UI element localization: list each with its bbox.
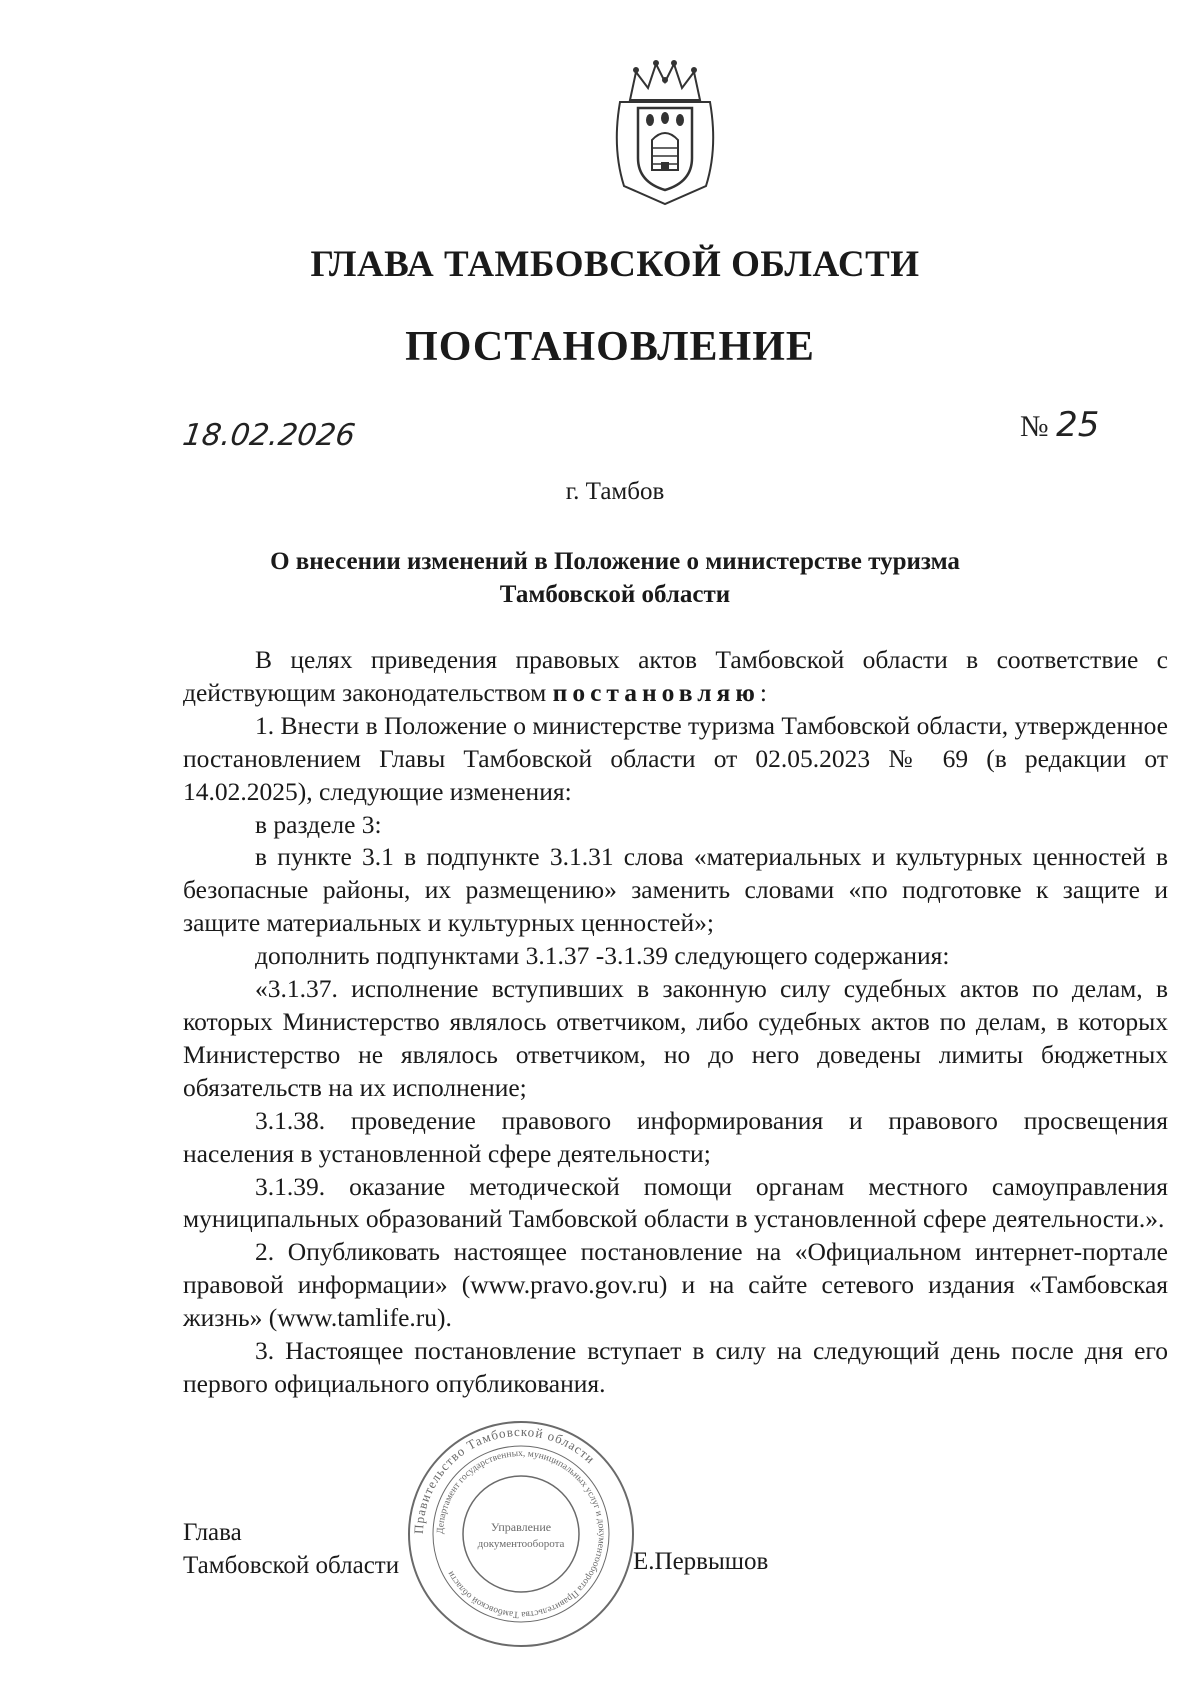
number-sign: № [1020, 410, 1049, 443]
signatory-title-line-2: Тамбовской области [183, 1552, 400, 1579]
document-date: 18.02.2026 [180, 418, 358, 453]
official-stamp [405, 1418, 637, 1650]
subitem-3-1-39: 3.1.39. оказание методической помощи органам местного самоуправления муниципальных образований Тамбовской области в установленной сфере деятельности.». [183, 1171, 1168, 1234]
stamp-center-line-2: документооборота [477, 1538, 565, 1550]
paragraph-2: 2. Опубликовать настоящее постановление на «Официальном интернет-портале правовой информации» (www.pravo.gov.ru) и на сайте сетевого издания «Тамбовская жизнь» (www.tamlife.ru). [183, 1237, 1168, 1333]
subitem-3-1-38: 3.1.38. проведение правового информирования и правового просвещения населения в установленной сфере деятельности; [183, 1105, 1168, 1168]
paragraph-1: 1. Внести в Положение о министерстве туризма Тамбовской области, утвержденное постановлением Главы Тамбовской области от 02.05.2023 № 69 (в редакции от 14.02.2025), следующие изменения: [183, 710, 1168, 806]
preamble-colon: : [759, 677, 767, 707]
issuing-authority: ГЛАВА ТАМБОВСКОЙ ОБЛАСТИ [310, 244, 920, 285]
subitem-3-1-37: «3.1.37. исполнение вступивших в законную силу судебных актов по делам, в которых Министерство являлось ответчиком, либо судебных актов по делам, в которых Министерство не являлось ответчиком, но до него доведены лимиты бюджетных обязательств на их исполнение; [183, 974, 1168, 1102]
stamp-inner-text: Департамент государственных, муниципальных услуг и документооборота Правительства Тамбовской области [435, 1448, 607, 1620]
signatory-title-line-1: Глава [183, 1519, 242, 1546]
resolve-word: постановляю [552, 677, 760, 707]
document-number [1020, 405, 1099, 445]
city-line: г. Тамбов [565, 478, 665, 505]
paragraph-amendment: в пункте 3.1 в подпункте 3.1.31 слова «материальных и культурных ценностей в безопасные районы, их размещению» заменить словами «по подготовке к защите и защите материальных и культурных ценностей»; [183, 842, 1168, 938]
signatory-title [183, 1516, 399, 1582]
paragraph-section: в разделе 3: [255, 809, 382, 839]
tambov-coat-of-arms-icon [610, 58, 720, 208]
paragraph-3: 3. Настоящее постановление вступает в силу на следующий день после дня его первого официального опубликования. [183, 1336, 1168, 1398]
svg-text:Департамент государственных, м [436, 1449, 606, 1619]
stamp-outer-text: Правительство Тамбовской области [410, 1423, 599, 1535]
document-type: ПОСТАНОВЛЕНИЕ [405, 324, 815, 370]
preamble-text: В целях приведения правовых актов Тамбовской области в соответствие с действующим законодательством [183, 645, 1168, 707]
stamp-center-line-1: Управление [490, 1520, 552, 1534]
subject-line-1: О внесении изменений в Положение о министерстве туризма [270, 548, 960, 575]
document-body [183, 644, 1168, 1401]
document-subject [0, 545, 1200, 611]
signatory-name: Е.Первышов [633, 1548, 769, 1575]
paragraph-supplement: дополнить подпунктами 3.1.37 -3.1.39 следующего содержания: [255, 941, 950, 971]
preamble-paragraph [183, 644, 1168, 710]
number-value: 25 [1056, 405, 1100, 445]
subject-line-2: Тамбовской области [499, 581, 731, 608]
